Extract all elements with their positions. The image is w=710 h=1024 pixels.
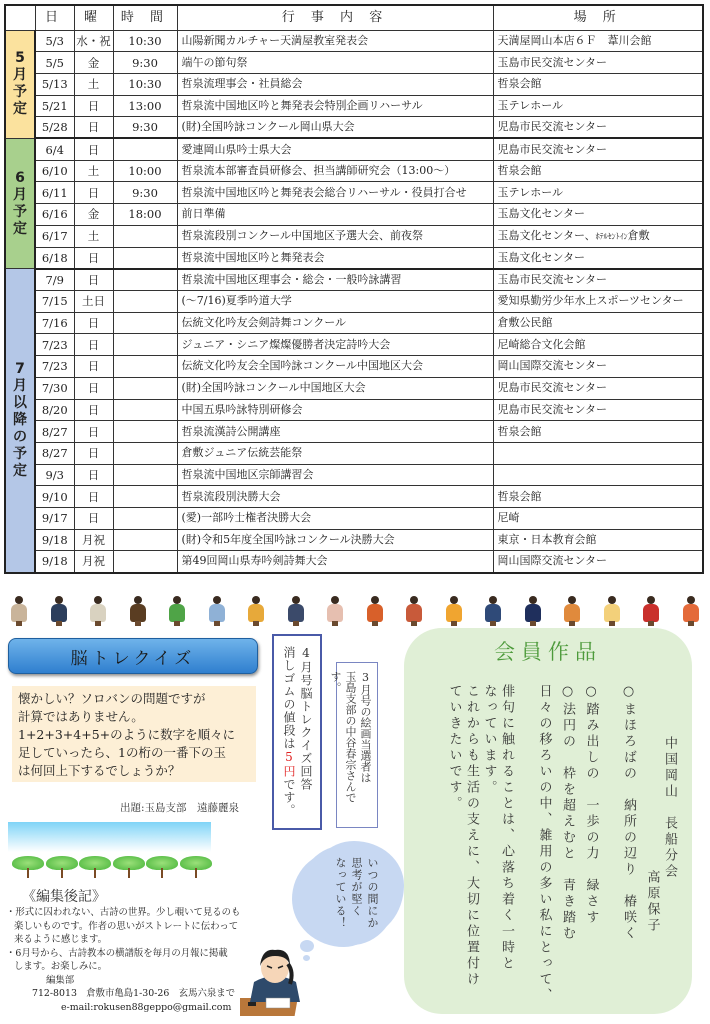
- dancer-icon: [443, 596, 465, 626]
- cell-event: 哲泉流中国地区吟と舞発表会総合リハーサル・役員打合せ: [177, 182, 493, 204]
- cell-place: 玉島市民交流センター: [493, 269, 703, 291]
- dancer-icon: [245, 596, 267, 626]
- cell-time: 10:30: [113, 73, 177, 95]
- cell-date: 7/30: [35, 377, 74, 399]
- dancers-decoration: [8, 590, 702, 626]
- dancer-icon: [403, 596, 425, 626]
- essay-line: 俳句に触れることは、心落ち着く一時と: [499, 684, 514, 972]
- header-time: 時 間: [113, 5, 177, 30]
- dancer-icon: [522, 596, 544, 626]
- cell-time: 10:30: [113, 30, 177, 52]
- table-row: [5, 30, 703, 52]
- editor-address: 712-8013 倉敷市亀島1-30-26 玄馬六泉まで: [32, 988, 235, 999]
- sky-graphic: [8, 822, 211, 852]
- bubble-line: いつの間にか: [366, 857, 379, 929]
- section-label: [5, 138, 35, 268]
- schedule-table: [4, 4, 704, 574]
- answer-pre: 消しゴムの値段は: [282, 646, 296, 750]
- cell-event: 端午の節句祭: [177, 52, 493, 74]
- tree-icon: [79, 856, 111, 878]
- cell-event: 哲泉流中国地区理事会・総会・一般吟詠講習: [177, 269, 493, 291]
- cell-date: 5/13: [35, 73, 74, 95]
- cell-day: 日: [74, 117, 113, 139]
- cell-event: 哲泉流理事会・社員総会: [177, 73, 493, 95]
- cell-time: [113, 442, 177, 464]
- haiku-line: ○踏み出しの 一歩の力 緑さす: [583, 684, 599, 926]
- table-row: [5, 204, 703, 226]
- cell-day: 日: [74, 182, 113, 204]
- table-row: [5, 507, 703, 529]
- cell-event: 山陽新聞カルチャー天満屋教室発表会: [177, 30, 493, 52]
- cell-day: 金: [74, 52, 113, 74]
- thought-bubble-text: [318, 857, 380, 941]
- cell-event: (財)令和5年度全国吟詠コンクール決勝大会: [177, 529, 493, 551]
- cell-place: 哲泉会館: [493, 73, 703, 95]
- cell-event: (愛)一部吟士権者決勝大会: [177, 507, 493, 529]
- dancer-icon: [482, 596, 504, 626]
- cell-time: 9:30: [113, 117, 177, 139]
- cell-place: [493, 442, 703, 464]
- dancer-icon: [561, 596, 583, 626]
- cell-place: 哲泉会館: [493, 486, 703, 508]
- quiz-banner: [8, 638, 258, 674]
- editor-email[interactable]: e-mail:rokusen88geppo@gmail.com: [61, 1001, 232, 1013]
- cell-date: 6/18: [35, 247, 74, 269]
- table-row: [5, 356, 703, 378]
- cell-day: 土: [74, 160, 113, 182]
- cell-time: [113, 138, 177, 160]
- table-row: [5, 117, 703, 139]
- cell-place: 岡山国際交流センター: [493, 356, 703, 378]
- member-works-body: [445, 684, 678, 1004]
- cell-date: 7/23: [35, 334, 74, 356]
- cell-event: ジュニア・シニア燦燦優勝者決定詩吟大会: [177, 334, 493, 356]
- table-row: [5, 182, 703, 204]
- cell-time: 9:30: [113, 52, 177, 74]
- cell-day: 日: [74, 464, 113, 486]
- cell-event: 哲泉流本部審査員研修会、担当講師研究会（13:00～）: [177, 160, 493, 182]
- cell-day: 日: [74, 442, 113, 464]
- table-row: [5, 442, 703, 464]
- answer-line2: [280, 646, 297, 818]
- dancer-icon: [324, 596, 346, 626]
- quiz-line: は何回上下するでしょうか？: [18, 763, 181, 778]
- editor-notes: [6, 906, 266, 1014]
- dancer-icon: [127, 596, 149, 626]
- haiku-line: ○まほろばの 納所の辺り 椿咲く: [621, 684, 636, 942]
- bubble-line: なっている！: [334, 857, 347, 929]
- cell-time: [113, 225, 177, 247]
- cell-day: 土: [74, 73, 113, 95]
- table-row: [5, 138, 703, 160]
- header-place: 場 所: [493, 5, 703, 30]
- dancer-icon: [87, 596, 109, 626]
- cell-date: 6/4: [35, 138, 74, 160]
- table-row: [5, 225, 703, 247]
- cell-day: 月祝: [74, 529, 113, 551]
- cell-date: 5/21: [35, 95, 74, 117]
- cell-place: 岡山国際交流センター: [493, 551, 703, 573]
- winner-line1: 3月号の絵画当選者は: [359, 671, 372, 783]
- writing-person-illustration: [240, 940, 310, 1020]
- essay-line: 日々の移ろいの中、雑用の多い私にとって、: [536, 684, 552, 1004]
- cell-place: 玉島市民交流センター: [493, 52, 703, 74]
- cell-date: 7/15: [35, 291, 74, 313]
- section-label-text: 5月予定: [13, 50, 27, 118]
- answer-box: [272, 634, 322, 830]
- editor-notes-title: 《編集後記》: [22, 889, 106, 905]
- table-row: [5, 421, 703, 443]
- dancer-icon: [166, 596, 188, 626]
- answer-post: です。: [282, 778, 296, 817]
- cell-time: [113, 421, 177, 443]
- cell-date: 7/23: [35, 356, 74, 378]
- cell-time: [113, 486, 177, 508]
- cell-day: 日: [74, 95, 113, 117]
- cell-day: 土日: [74, 291, 113, 313]
- dancer-icon: [601, 596, 623, 626]
- member-works-panel: [404, 628, 692, 1014]
- table-row: [5, 73, 703, 95]
- tree-row-graphic: [12, 856, 212, 878]
- cell-time: [113, 356, 177, 378]
- cell-event: 伝統文化吟友会全国吟詠コンクール中国地区大会: [177, 356, 493, 378]
- cell-place: 愛知県勤労少年水上スポーツセンター: [493, 291, 703, 313]
- table-row: [5, 52, 703, 74]
- table-row: [5, 312, 703, 334]
- cell-event: 哲泉流段別決勝大会: [177, 486, 493, 508]
- cell-time: 13:00: [113, 95, 177, 117]
- cell-time: [113, 551, 177, 573]
- table-header-row: [5, 5, 703, 30]
- editor-line: ・6月号から、古詩教本の横譜版を毎月の月報に掲載: [6, 947, 228, 959]
- table-row: [5, 291, 703, 313]
- cell-date: 9/17: [35, 507, 74, 529]
- cell-event: 第49回岡山県寿吟剣詩舞大会: [177, 551, 493, 573]
- tree-icon: [180, 856, 212, 878]
- cell-place: 尼崎: [493, 507, 703, 529]
- dancer-icon: [640, 596, 662, 626]
- quiz-title: 脳トレクイズ: [70, 648, 196, 669]
- bubble-line: 思考が堅く: [350, 857, 363, 917]
- cell-date: 8/20: [35, 399, 74, 421]
- cell-date: 6/17: [35, 225, 74, 247]
- cell-date: 8/27: [35, 442, 74, 464]
- cell-time: [113, 464, 177, 486]
- dancer-icon: [680, 596, 702, 626]
- table-row: [5, 95, 703, 117]
- section-label-text: 7月以降の予定: [13, 360, 27, 479]
- cell-event: 哲泉流中国地区吟と舞発表会特別企画リハーサル: [177, 95, 493, 117]
- dancer-icon: [8, 596, 30, 626]
- cell-date: 8/27: [35, 421, 74, 443]
- dancer-icon: [206, 596, 228, 626]
- cell-place: 尼崎総合文化会館: [493, 334, 703, 356]
- cell-day: 金: [74, 204, 113, 226]
- winner-box: [329, 662, 378, 828]
- cell-place: 児島市民交流センター: [493, 117, 703, 139]
- cell-date: 6/11: [35, 182, 74, 204]
- essay-line: なっています。: [481, 684, 497, 796]
- member-works-title: 会員作品: [494, 640, 602, 664]
- cell-date: 7/16: [35, 312, 74, 334]
- dancer-icon: [364, 596, 386, 626]
- table-row: [5, 486, 703, 508]
- cell-day: 日: [74, 247, 113, 269]
- section-label-text: 6月予定: [13, 169, 27, 237]
- header-day: 曜: [74, 5, 113, 30]
- haiku-line: ○法円の 枠を超えむと 青き踏む: [560, 684, 575, 942]
- place-text-small: ﾎﾃﾙｾﾝﾄｲﾝ: [595, 231, 628, 241]
- cell-day: 日: [74, 312, 113, 334]
- cell-day: 日: [74, 356, 113, 378]
- cell-date: 7/9: [35, 269, 74, 291]
- cell-day: 日: [74, 334, 113, 356]
- cell-day: 日: [74, 507, 113, 529]
- cell-event: 倉敷ジュニア伝統芸能祭: [177, 442, 493, 464]
- winner-line2: 玉島支部の中谷春宗さんです。: [329, 671, 357, 803]
- section-label: [5, 30, 35, 138]
- cell-time: [113, 334, 177, 356]
- dancer-icon: [285, 596, 307, 626]
- cell-date: 9/18: [35, 551, 74, 573]
- tree-icon: [146, 856, 178, 878]
- cell-event: 哲泉流中国地区宗師講習会: [177, 464, 493, 486]
- editor-line: 来るように感じます。: [14, 934, 107, 945]
- cell-time: [113, 247, 177, 269]
- table-row: [5, 551, 703, 573]
- cell-time: [113, 377, 177, 399]
- header-event: 行 事 内 容: [177, 5, 493, 30]
- table-row: [5, 399, 703, 421]
- cell-place: 玉テレホール: [493, 182, 703, 204]
- editor-line: します。お楽しみに。: [14, 961, 107, 972]
- cell-place: [493, 464, 703, 486]
- header-date: 日: [35, 5, 74, 30]
- cell-time: [113, 269, 177, 291]
- cell-event: (～7/16)夏季吟道大学: [177, 291, 493, 313]
- essay-line: これからも生活の支えに、大切に位置付け: [464, 684, 479, 988]
- cell-date: 9/10: [35, 486, 74, 508]
- cell-place: 哲泉会館: [493, 160, 703, 182]
- cell-time: [113, 312, 177, 334]
- quiz-line: 足していったら、1の桁の一番下の玉: [18, 745, 226, 760]
- cell-time: 18:00: [113, 204, 177, 226]
- answer-line1: 4月号脳トレクイズ回答: [299, 646, 313, 791]
- editor-line: 編集部: [46, 974, 75, 986]
- cell-day: 日: [74, 421, 113, 443]
- tree-icon: [46, 856, 78, 878]
- cell-event: 愛連岡山県吟士県大会: [177, 138, 493, 160]
- quiz-author: 出題:玉島支部 遠藤麗泉: [120, 802, 240, 814]
- cell-date: 5/3: [35, 30, 74, 52]
- cell-day: 水・祝: [74, 30, 113, 52]
- works-author: 高原保子: [644, 870, 660, 934]
- cell-date: 6/10: [35, 160, 74, 182]
- cell-time: [113, 529, 177, 551]
- cell-event: 哲泉流段別コンクール中国地区予選大会、前夜祭: [177, 225, 493, 247]
- cell-time: [113, 399, 177, 421]
- table-row: [5, 334, 703, 356]
- editor-line: 楽しいものです。作者の思いがストレートに伝わって: [14, 920, 239, 932]
- quiz-line: 1+2+3+4+5+のように数字を順々に: [18, 727, 236, 742]
- works-branch: 中国岡山 長船分会: [662, 736, 677, 880]
- cell-time: 9:30: [113, 182, 177, 204]
- cell-place: 玉テレホール: [493, 95, 703, 117]
- cell-day: 日: [74, 377, 113, 399]
- cell-event: 伝統文化吟友会剣詩舞コンクール: [177, 312, 493, 334]
- cell-day: 月祝: [74, 551, 113, 573]
- tree-icon: [12, 856, 44, 878]
- editor-line: ・形式に囚われない、古詩の世界。少し覗いて見るのも: [6, 907, 241, 918]
- cell-date: 6/16: [35, 204, 74, 226]
- answer-value: 5円: [282, 750, 296, 778]
- tree-icon: [113, 856, 145, 878]
- cell-event: 哲泉流漢詩公開講座: [177, 421, 493, 443]
- table-row: [5, 529, 703, 551]
- cell-place: 児島市民交流センター: [493, 377, 703, 399]
- cell-place: 玉島文化センター: [493, 204, 703, 226]
- cell-place: 東京・日本教育会館: [493, 529, 703, 551]
- cell-place: 哲泉会館: [493, 421, 703, 443]
- cell-day: 日: [74, 138, 113, 160]
- cell-event: 哲泉流中国地区吟と舞発表会: [177, 247, 493, 269]
- table-row: [5, 464, 703, 486]
- cell-event: (財)全国吟詠コンクール岡山県大会: [177, 117, 493, 139]
- cell-day: 日: [74, 269, 113, 291]
- cell-time: [113, 507, 177, 529]
- dancer-icon: [48, 596, 70, 626]
- cell-place: [493, 225, 703, 247]
- cell-time: [113, 291, 177, 313]
- place-text-tail: 倉敷: [627, 228, 650, 242]
- quiz-line: 懐かしい？ソロバンの問題ですが: [18, 691, 206, 706]
- essay-line: ていきたいです。: [446, 684, 462, 812]
- place-text: 玉島文化センター、: [497, 228, 596, 242]
- cell-event: (財)全国吟詠コンクール中国地区大会: [177, 377, 493, 399]
- schedule-body: [5, 30, 703, 573]
- table-row: [5, 160, 703, 182]
- cell-place: 児島市民交流センター: [493, 399, 703, 421]
- cell-event: 前日準備: [177, 204, 493, 226]
- cell-place: 児島市民交流センター: [493, 138, 703, 160]
- quiz-body: [12, 686, 256, 782]
- table-row: [5, 247, 703, 269]
- table-row: [5, 377, 703, 399]
- cell-date: 9/18: [35, 529, 74, 551]
- section-label: [5, 269, 35, 573]
- table-row: [5, 269, 703, 291]
- cell-place: 倉敷公民館: [493, 312, 703, 334]
- quiz-line: 計算ではありません。: [18, 709, 144, 724]
- cell-date: 5/28: [35, 117, 74, 139]
- cell-event: 中国五県吟詠特別研修会: [177, 399, 493, 421]
- header-section: [5, 5, 35, 30]
- cell-day: 日: [74, 486, 113, 508]
- cell-day: 日: [74, 399, 113, 421]
- cell-date: 5/5: [35, 52, 74, 74]
- cell-place: 天満屋岡山本店６Ｆ 葦川会館: [493, 30, 703, 52]
- cell-time: 10:00: [113, 160, 177, 182]
- cell-date: 9/3: [35, 464, 74, 486]
- cell-place: 玉島文化センター: [493, 247, 703, 269]
- cell-day: 土: [74, 225, 113, 247]
